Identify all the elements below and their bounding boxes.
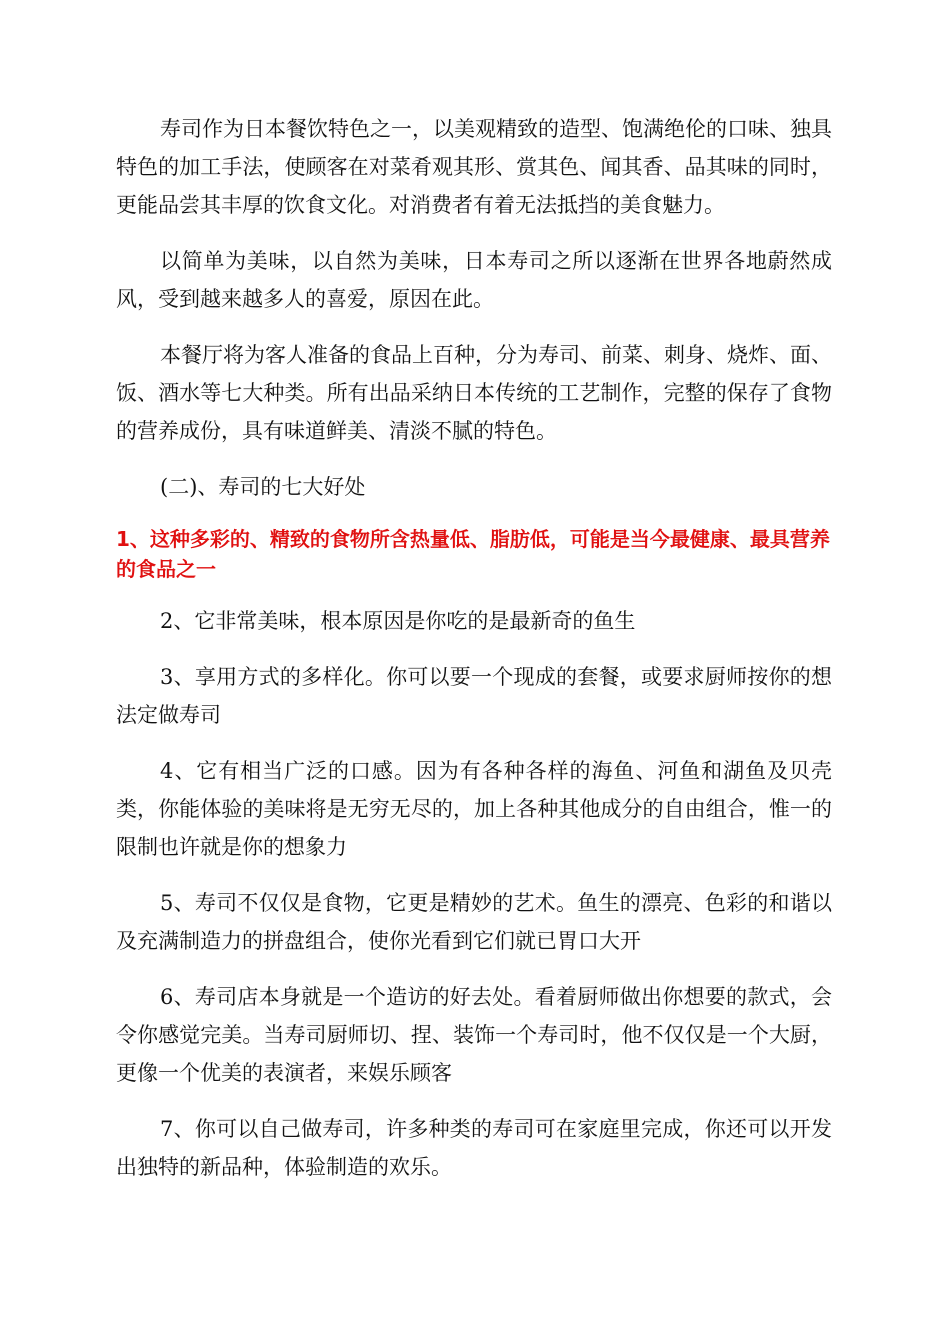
list-item-4: 4、它有相当广泛的口感。因为有各种各样的海鱼、河鱼和湖鱼及贝壳类，你能体验的美味将是无穷无尽的，加上各种其他成分的自由组合，惟一的限制也许就是你的想象力 <box>116 759 832 859</box>
document-page <box>116 110 832 1204</box>
list-item-3: 3、享用方式的多样化。你可以要一个现成的套餐，或要求厨师按你的想法定做寿司 <box>116 665 832 727</box>
list-item-2: 2、它非常美味，根本原因是你吃的是最新奇的鱼生 <box>160 609 636 633</box>
section-heading: (二)、寿司的七大好处 <box>160 475 366 499</box>
list-item-7: 7、你可以自己做寿司，许多种类的寿司可在家庭里完成，你还可以开发出独特的新品种，体验制造的欢乐。 <box>116 1117 832 1179</box>
intro-paragraph-1: 寿司作为日本餐饮特色之一，以美观精致的造型、饱满绝伦的口味、独具特色的加工手法，使顾客在对菜肴观其形、赏其色、闻其香、品其味的同时，更能品尝其丰厚的饮食文化。对消费者有着无法抵挡的美食魅力。 <box>116 117 832 217</box>
list-item-6: 6、寿司店本身就是一个造访的好去处。看着厨师做出你想要的款式，会令你感觉完美。当寿司厨师切、捏、装饰一个寿司时，他不仅仅是一个大厨，更像一个优美的表演者，来娱乐顾客 <box>116 985 832 1085</box>
highlight-item-1: 1、这种多彩的、精致的食物所含热量低、脂肪低，可能是当今最健康、最具营养的食品之一 <box>116 527 830 581</box>
intro-paragraph-3: 本餐厅将为客人准备的食品上百种，分为寿司、前菜、刺身、烧炸、面、饭、酒水等七大种类。所有出品采纳日本传统的工艺制作，完整的保存了食物的营养成份，具有味道鲜美、清淡不腻的特色。 <box>116 343 832 443</box>
intro-paragraph-2: 以简单为美味，以自然为美味，日本寿司之所以逐渐在世界各地蔚然成风，受到越来越多人的喜爱，原因在此。 <box>116 249 832 311</box>
list-item-5: 5、寿司不仅仅是食物，它更是精妙的艺术。鱼生的漂亮、色彩的和谐以及充满制造力的拼盘组合，使你光看到它们就已胃口大开 <box>116 891 832 953</box>
